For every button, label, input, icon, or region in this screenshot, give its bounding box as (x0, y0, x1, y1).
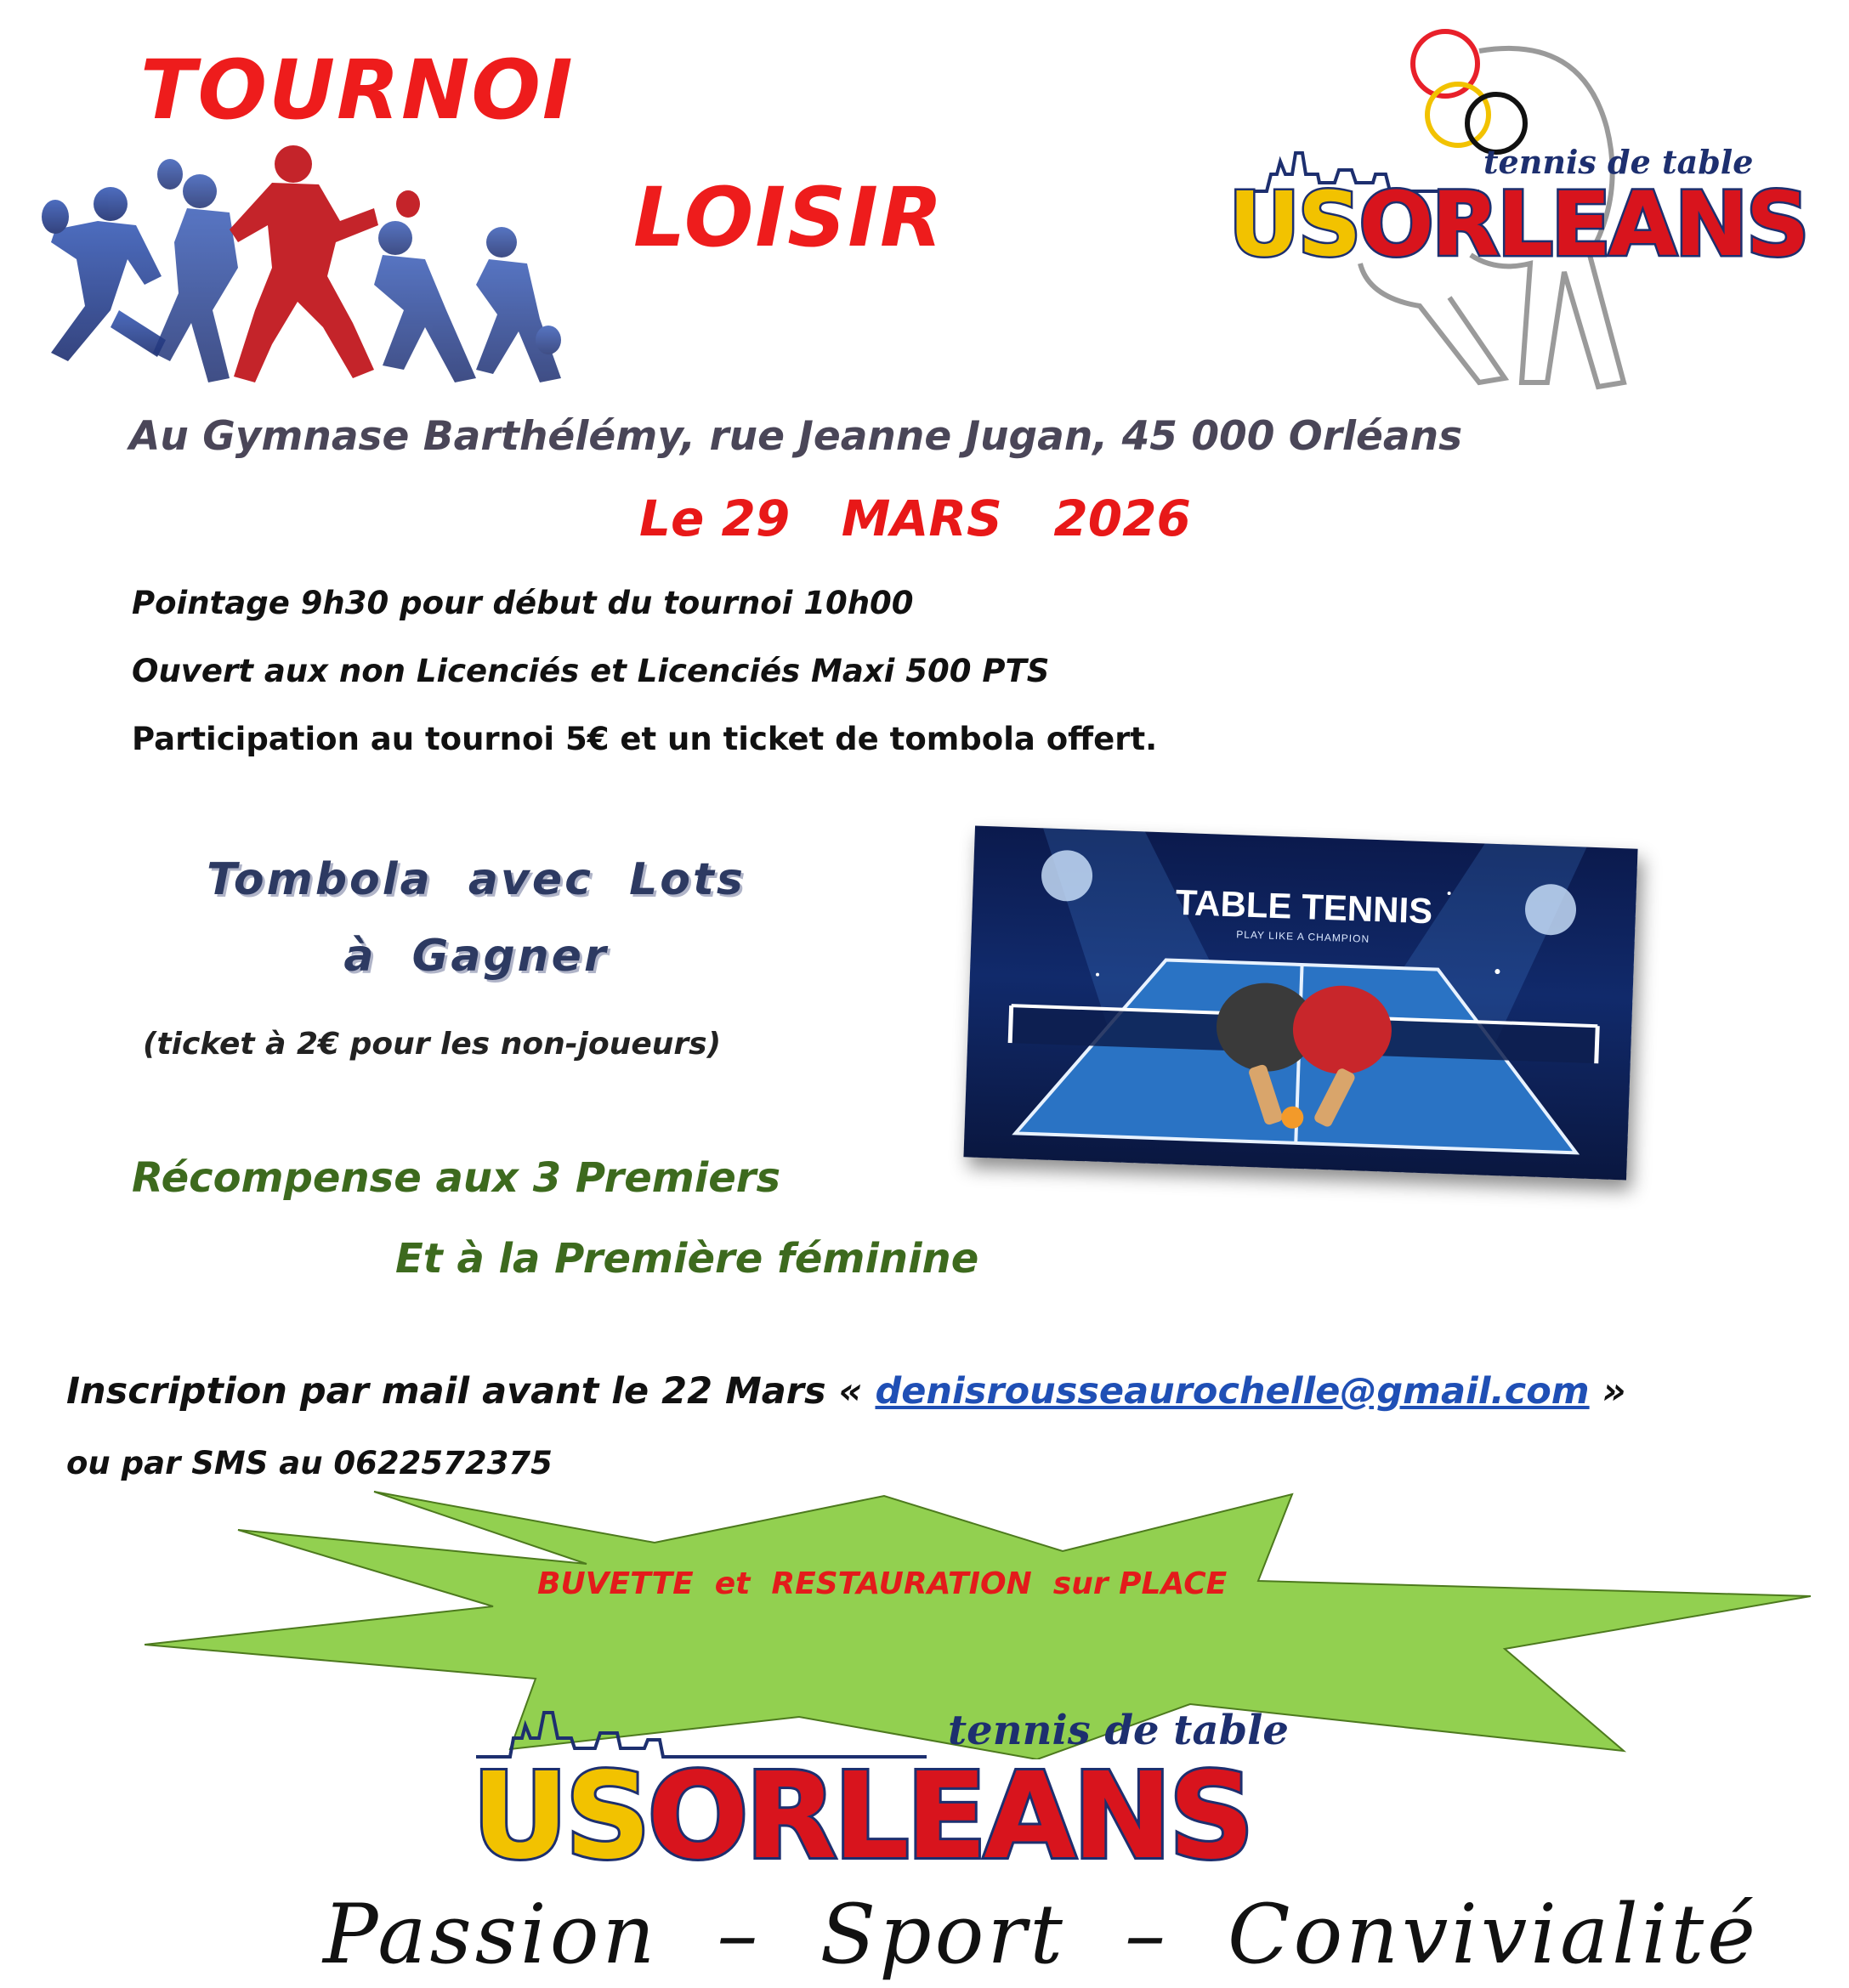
table-tennis-poster (963, 826, 1637, 1181)
players-illustration (17, 140, 570, 395)
logo-top-brand (1228, 173, 1807, 276)
poster-subtitle: PLAY LIKE A CHAMPION (1236, 928, 1370, 945)
logo-bottom-brand-us: US (472, 1747, 648, 1886)
registration-suffix: » (1589, 1370, 1626, 1413)
reward-top-three: Récompense aux 3 Premiers (132, 1154, 781, 1202)
detail-participation-fee: Participation au tournoi 5€ et un ticket de tombola offert. (132, 721, 1158, 757)
club-motto: Passion – Sport – Convivialité (323, 1887, 1759, 1982)
registration-prefix: Inscription par mail avant le 22 Mars « (66, 1370, 876, 1413)
registration-line (66, 1370, 1626, 1413)
logo-bottom-brand (472, 1747, 1251, 1886)
reward-first-woman: Et à la Première féminine (395, 1235, 979, 1283)
logo-bottom-brand-orleans: ORLEANS (647, 1747, 1251, 1886)
title-line-loisir: LOISIR (633, 170, 944, 265)
logo-top-script-text: tennis de table (1483, 143, 1754, 181)
venue-address: Au Gymnase Barthélémy, rue Jeanne Jugan, 45 000 Orléans (129, 413, 1463, 460)
registration-email-link[interactable]: denisrousseaurochelle@gmail.com (875, 1370, 1590, 1413)
title-line-tournoi: TOURNOI (140, 42, 575, 138)
detail-check-in: Pointage 9h30 pour début du tournoi 10h00 (132, 585, 914, 621)
logo-bottom-script-text: tennis de table (948, 1707, 1289, 1754)
tombola-ticket-note: (ticket à 2€ pour les non-joueurs) (143, 1027, 722, 1062)
tombola-heading-line2: à Gagner (343, 931, 609, 982)
players-silhouette-graphic (17, 140, 570, 395)
poster-title: TABLE TENNIS (1174, 881, 1433, 932)
detail-eligibility: Ouvert aux non Licenciés et Licenciés Maxi 500 PTS (132, 653, 1050, 689)
logo-top-brand-us: US (1228, 173, 1359, 276)
buvette-text: BUVETTE et RESTAURATION sur PLACE (537, 1566, 1228, 1601)
logo-top-brand-orleans: ORLEANS (1358, 173, 1807, 276)
event-date: Le 29 MARS 2026 (639, 490, 1191, 547)
tombola-heading-line1: Tombola avec Lots (207, 854, 746, 905)
registration-sms: ou par SMS au 0622572375 (66, 1445, 553, 1481)
